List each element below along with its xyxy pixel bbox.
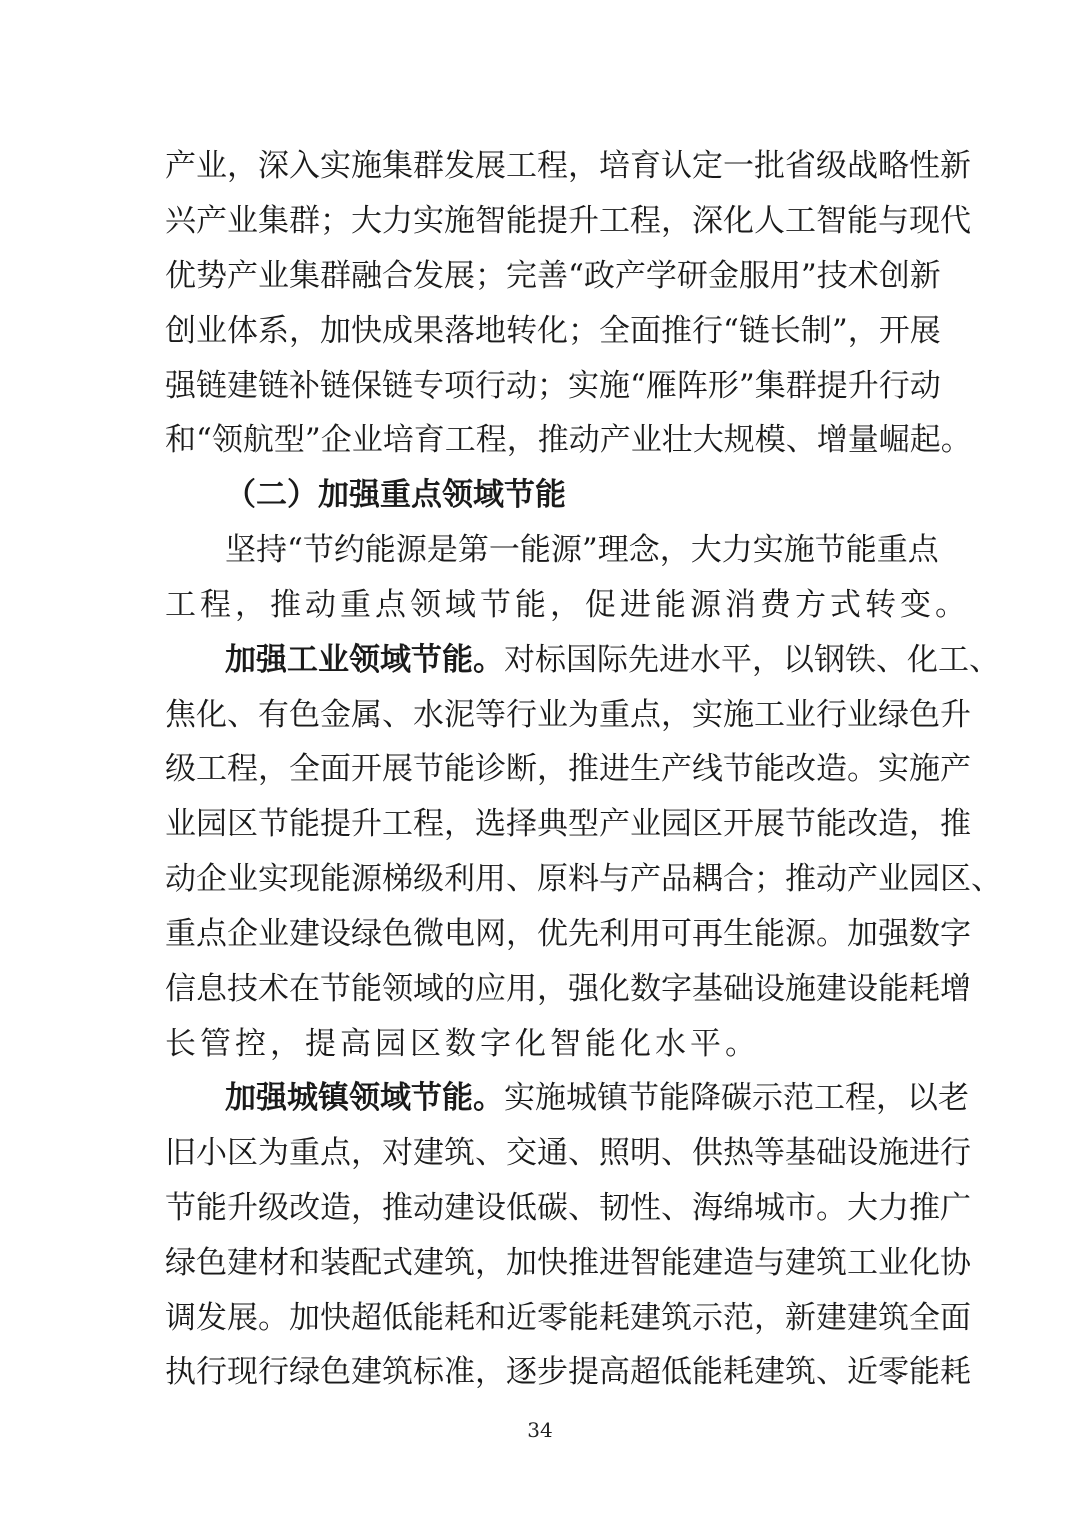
- paragraph-line: 强链建链补链保链专项行动；实施“雁阵形”集群提升行动: [165, 368, 941, 404]
- paragraph-line: 产业，深入实施集群发展工程，培育认定一批省级战略性新: [165, 148, 971, 184]
- paragraph-line: 旧小区为重点，对建筑、交通、照明、供热等基础设施进行: [165, 1135, 971, 1171]
- paragraph-line: 优势产业集群融合发展；完善“政产学研金服用”技术创新: [165, 258, 941, 294]
- paragraph-line: 和“领航型”企业培育工程，推动产业壮大规模、增量崛起。: [165, 422, 972, 458]
- paragraph-first-line: [225, 1070, 969, 1126]
- paragraph-line: 重点企业建设绿色微电网，优先利用可再生能源。加强数字: [165, 916, 971, 952]
- paragraph-line: 信息技术在节能领域的应用，强化数字基础设施建设能耗增: [165, 971, 971, 1007]
- paragraph-line: 坚持“节约能源是第一能源”理念，大力实施节能重点: [225, 532, 939, 568]
- paragraph-line: 调发展。加快超低能耗和近零能耗建筑示范，新建建筑全面: [165, 1300, 971, 1336]
- paragraph-line: 级工程，全面开展节能诊断，推进生产线节能改造。实施产: [165, 751, 971, 787]
- paragraph-text: 实施城镇节能降碳示范工程，以老: [504, 1080, 969, 1116]
- paragraph-line: 长管控，提高园区数字化智能化水平。: [165, 1026, 760, 1062]
- paragraph-line: 工程，推动重点领域节能，促进能源消费方式转变。: [165, 587, 970, 623]
- paragraph-lead: 加强工业领域节能。: [225, 642, 504, 678]
- paragraph-text: 对标国际先进水平，以钢铁、化工、: [504, 642, 1000, 678]
- paragraph-first-line: [225, 632, 1000, 688]
- paragraph-lead: 加强城镇领域节能。: [225, 1080, 504, 1116]
- page-number: 34: [527, 1418, 553, 1442]
- section-heading: （二）加强重点领域节能: [225, 477, 566, 513]
- paragraph-line: 绿色建材和装配式建筑，加快推进智能建造与建筑工业化协: [165, 1245, 971, 1281]
- paragraph-line: 动企业实现能源梯级利用、原料与产品耦合；推动产业园区、: [165, 861, 1002, 897]
- paragraph-line: 业园区节能提升工程，选择典型产业园区开展节能改造，推: [165, 806, 971, 842]
- paragraph-line: 执行现行绿色建筑标准，逐步提高超低能耗建筑、近零能耗: [165, 1354, 971, 1390]
- paragraph-line: 节能升级改造，推动建设低碳、韧性、海绵城市。大力推广: [165, 1190, 971, 1226]
- paragraph-line: 创业体系，加快成果落地转化；全面推行“链长制”，开展: [165, 313, 941, 349]
- paragraph-line: 焦化、有色金属、水泥等行业为重点，实施工业行业绿色升: [165, 697, 971, 733]
- paragraph-line: 兴产业集群；大力实施智能提升工程，深化人工智能与现代: [165, 203, 971, 239]
